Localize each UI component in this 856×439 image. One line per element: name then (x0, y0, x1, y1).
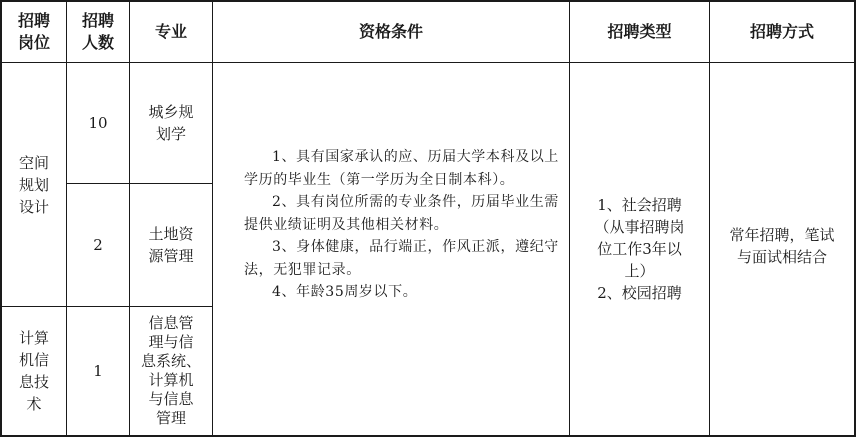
header-count: 招聘 人数 (81, 11, 114, 52)
count-row-2: 2 (93, 236, 103, 254)
qualification-item-1: 1、具有国家承认的应、历届大学本科及以上学历的毕业生（第一学历为全日制本科）。 (244, 149, 559, 188)
count-row-1: 10 (88, 114, 108, 132)
qualification-item-4: 4、年龄35周岁以下。 (272, 284, 418, 300)
header-recruit-type: 招聘类型 (607, 22, 672, 41)
position-computer-it: 计算 机信 息技 术 (18, 329, 49, 413)
count-row-3: 1 (93, 362, 103, 380)
major-row-3: 信息管 理与信 息系统、 计算机 与信息 管理 (140, 314, 201, 427)
col-divider-3 (212, 0, 213, 437)
qualification-item-2: 2、具有岗位所需的专业条件，历届毕业生需提供业绩证明及其他相关材料。 (244, 194, 559, 233)
recruit-type-value: 1、社会招聘 （从事招聘岗 位工作3年以 上） 2、校园招聘 (594, 196, 685, 302)
header-major: 专业 (154, 22, 187, 41)
header-qualification: 资格条件 (358, 22, 423, 41)
header-position: 招聘 岗位 (17, 11, 50, 52)
recruit-method-value: 常年招聘，笔试 与面试相结合 (729, 226, 835, 266)
qualification-list (244, 146, 562, 304)
qualification-item-3: 3、身体健康，品行端正，作风正派，遵纪守法，无犯罪记录。 (244, 239, 559, 278)
header-recruit-method: 招聘方式 (749, 22, 814, 41)
major-row-1: 城乡规 划学 (148, 103, 194, 143)
position-spatial-planning: 空间 规划 设计 (18, 153, 49, 216)
major-row-2: 土地资 源管理 (148, 225, 194, 265)
